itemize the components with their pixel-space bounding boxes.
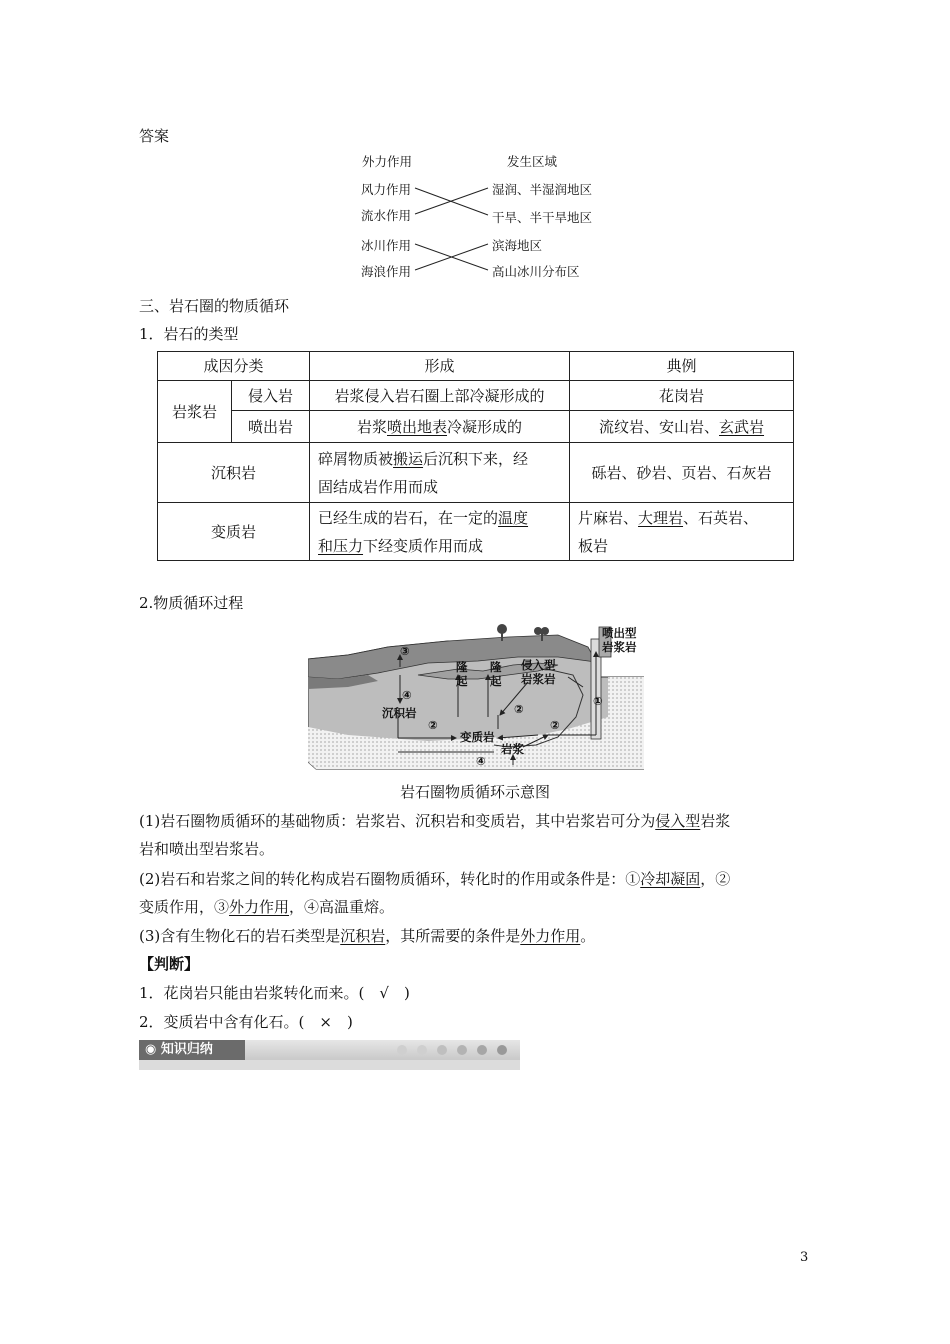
dot-icon	[477, 1045, 487, 1055]
left-item: 流水作用	[361, 208, 412, 223]
dot-icon	[457, 1045, 467, 1055]
step-number: ②	[550, 718, 560, 732]
diagram-caption: 岩石圈物质循环示意图	[399, 783, 550, 801]
igneous-cell: 岩浆岩	[158, 381, 232, 443]
sedimentary-rock-label: 沉积岩	[382, 706, 417, 720]
step-number: ③	[400, 644, 410, 658]
judge-item: 1．花岗岩只能由岩浆转化而来。( √ )	[139, 984, 410, 1002]
rock-cycle-diagram	[308, 617, 644, 772]
magma-label: 岩浆	[501, 742, 524, 756]
left-header: 外力作用	[362, 154, 413, 169]
step-number: ②	[428, 718, 438, 732]
metamorphic-rock-label: 变质岩	[460, 730, 495, 744]
right-item: 高山冰川分布区	[492, 264, 580, 279]
table-header: 典例	[570, 352, 794, 381]
example-cell: 花岗岩	[570, 381, 794, 411]
matching-diagram	[355, 148, 605, 283]
judge-title: 【判断】	[139, 955, 200, 973]
example-cell: 流纹岩、安山岩、玄武岩	[570, 411, 794, 443]
formation-cell: 岩浆喷出地表冷凝形成的	[310, 411, 570, 443]
dot-icon	[437, 1045, 447, 1055]
left-item: 风力作用	[361, 182, 412, 197]
table-header: 成因分类	[158, 352, 310, 381]
dot-icon	[497, 1045, 507, 1055]
paragraph-1: (1)岩石圈物质循环的基础物质：岩浆岩、沉积岩和变质岩，其中岩浆岩可分为侵入型岩浆	[139, 812, 731, 830]
dot-icon	[417, 1045, 427, 1055]
paragraph-1-cont: 岩和喷出型岩浆岩。	[139, 840, 275, 858]
subsection-title: 2.物质循环过程	[139, 594, 244, 612]
judge-item: 2．变质岩中含有化石。( × )	[139, 1013, 353, 1031]
extrusive-rock-label: 岩浆岩	[602, 640, 637, 654]
dot-icon	[397, 1045, 407, 1055]
banner-label: ◉ 知识归纳	[139, 1040, 245, 1060]
intrusive-rock-label: 岩浆岩	[521, 672, 556, 686]
extrusive-cell: 喷出岩	[232, 411, 310, 443]
paragraph-2-cont: 变质作用，③外力作用，④高温重熔。	[139, 898, 395, 916]
sedimentary-cell: 沉积岩	[158, 443, 310, 503]
page-number: 3	[800, 1250, 809, 1265]
subsection-title: 1．岩石的类型	[139, 325, 239, 343]
paragraph-3: (3)含有生物化石的岩石类型是沉积岩，其所需要的条件是外力作用。	[139, 927, 596, 945]
left-item: 海浪作用	[361, 264, 412, 279]
table-header: 形成	[310, 352, 570, 381]
right-item: 干旱、半干旱地区	[492, 210, 593, 225]
uplift-label: 隆	[456, 660, 468, 674]
rock-types-table	[157, 351, 794, 561]
step-number: ④	[476, 754, 486, 768]
formation-cell: 岩浆侵入岩石圈上部冷凝形成的	[310, 381, 570, 411]
section-title: 三、岩石圈的物质循环	[139, 297, 290, 315]
right-item: 湿润、半湿润地区	[492, 182, 593, 197]
step-number: ④	[402, 688, 412, 702]
intrusive-cell: 侵入岩	[232, 381, 310, 411]
example-cell: 片麻岩、大理岩、石英岩、 板岩	[570, 503, 794, 561]
uplift-label: 隆	[490, 660, 502, 674]
knowledge-summary-banner	[139, 1040, 520, 1070]
paragraph-2: (2)岩石和岩浆之间的转化构成岩石圈物质循环，转化时的作用或条件是：①冷却凝固，②	[139, 870, 731, 888]
metamorphic-cell: 变质岩	[158, 503, 310, 561]
right-header: 发生区域	[507, 154, 558, 169]
uplift-label: 起	[456, 674, 468, 688]
formation-cell: 碎屑物质被搬运后沉积下来，经 固结成岩作用而成	[310, 443, 570, 503]
formation-cell: 已经生成的岩石，在一定的温度 和压力下经变质作用而成	[310, 503, 570, 561]
left-item: 冰川作用	[361, 238, 412, 253]
matching-lines	[355, 148, 605, 283]
uplift-label: 起	[490, 674, 502, 688]
extrusive-rock-label: 喷出型	[602, 626, 637, 640]
step-number: ①	[593, 694, 603, 708]
answer-label: 答案	[139, 127, 170, 145]
right-item: 滨海地区	[492, 238, 543, 253]
step-number: ②	[514, 702, 524, 716]
intrusive-rock-label: 侵入型	[521, 658, 556, 672]
example-cell: 砾岩、砂岩、页岩、石灰岩	[570, 443, 794, 503]
